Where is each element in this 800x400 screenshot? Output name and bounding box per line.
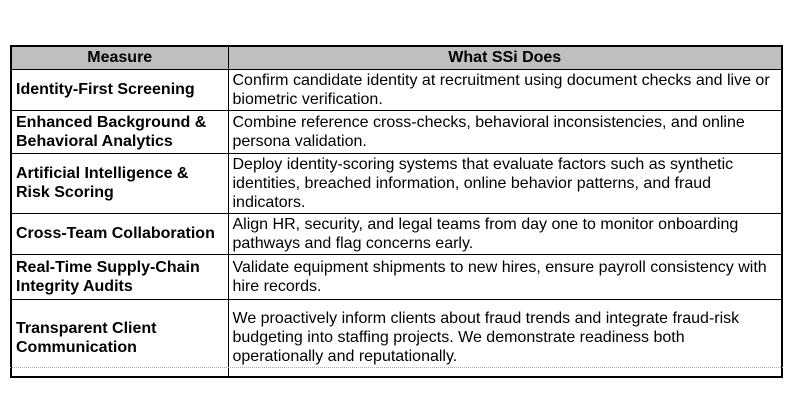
description-cell: Validate equipment shipments to new hires, ensure payroll consistency with hire records. [228, 254, 782, 299]
table-bottom-gridline [10, 367, 783, 368]
measures-table [10, 45, 783, 378]
measures-table-container [10, 45, 783, 378]
measure-cell: Identity-First Screening [11, 69, 228, 110]
table-row [11, 299, 782, 377]
measure-cell: Transparent Client Communication [11, 299, 228, 377]
column-header-what-ssi-does: What SSi Does [228, 46, 782, 69]
table-row [11, 69, 782, 110]
table-row [11, 110, 782, 153]
description-cell: Confirm candidate identity at recruitment using document checks and live or biometric verification. [228, 69, 782, 110]
header-row [11, 46, 782, 69]
measure-cell: Artificial Intelligence & Risk Scoring [11, 153, 228, 213]
description-cell: Combine reference cross-checks, behavioral inconsistencies, and online persona validation. [228, 110, 782, 153]
measure-cell: Enhanced Background & Behavioral Analytics [11, 110, 228, 153]
description-cell: Align HR, security, and legal teams from day one to monitor onboarding pathways and flag concerns early. [228, 213, 782, 254]
description-cell: We proactively inform clients about fraud trends and integrate fraud-risk budgeting into staffing projects. We demonstrate readiness both operationally and reputationally. [228, 299, 782, 377]
column-header-measure: Measure [11, 46, 228, 69]
measure-cell: Real-Time Supply-Chain Integrity Audits [11, 254, 228, 299]
table-row [11, 254, 782, 299]
table-row [11, 153, 782, 213]
description-cell: Deploy identity-scoring systems that evaluate factors such as synthetic identities, breached information, online behavior patterns, and fraud indicators. [228, 153, 782, 213]
table-row [11, 213, 782, 254]
measure-cell: Cross-Team Collaboration [11, 213, 228, 254]
